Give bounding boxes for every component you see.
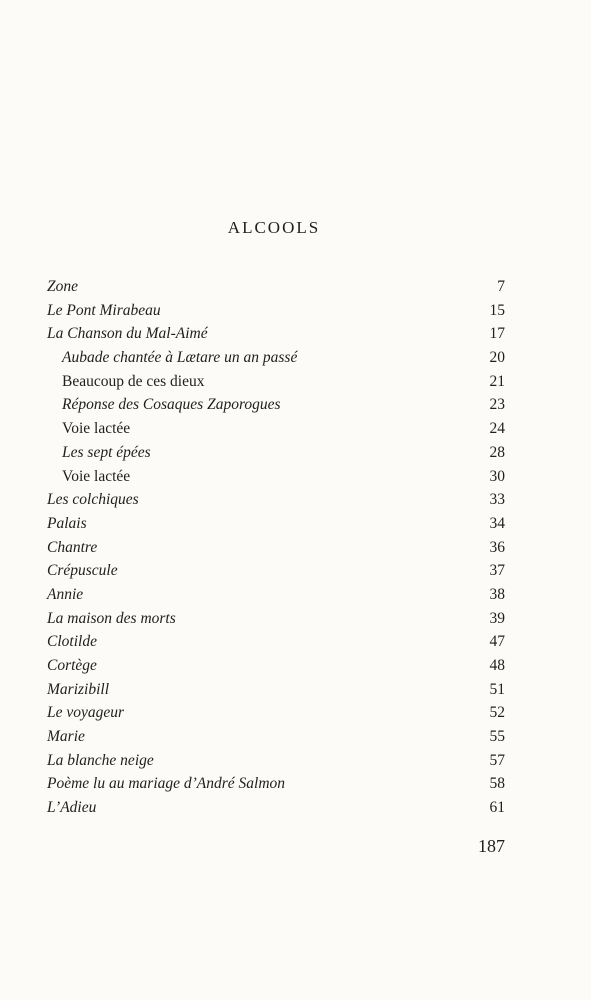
toc-entry [47,346,505,370]
toc-entry-page: 30 [489,467,505,485]
toc-entry [47,275,505,299]
toc-entry-title: Clotilde [47,633,97,651]
toc-entry-title: La Chanson du Mal-Aimé [47,325,208,343]
toc-entry [47,393,505,417]
toc-entry-page: 48 [489,657,505,674]
toc-entry-page: 61 [489,799,505,817]
toc-entry [47,465,505,489]
toc-entry-title: Les colchiques [47,491,139,509]
toc-entry [47,299,505,323]
toc-entry-title: Poème lu au mariage d’André Salmon [47,775,286,793]
toc-entry-page: 7 [497,278,505,295]
toc-entry [47,488,505,512]
toc-entry-title: Réponse des Cosaques Zaporogues [62,396,281,414]
toc-entry-page: 47 [489,633,505,651]
toc-entry-title: Chantre [47,538,98,556]
toc-entry [47,749,505,773]
toc-entry-title: Le voyageur [47,704,125,722]
toc-entry [47,322,505,346]
toc-entry [47,654,505,678]
toc-entry-page: 21 [489,372,505,390]
toc-entry-title: Marie [47,728,85,746]
toc-entry [47,583,505,607]
toc-entry-page: 33 [489,491,505,509]
toc-entry-page: 34 [489,514,505,532]
table-of-contents [47,275,505,820]
toc-entry-title: Beaucoup de ces dieux [62,372,205,390]
toc-entry [47,796,505,820]
toc-entry [47,678,505,702]
toc-entry [47,607,505,631]
toc-entry-page: 39 [489,609,505,627]
toc-entry-page: 51 [489,680,505,698]
page-number: 187 [478,836,505,856]
toc-entry [47,536,505,560]
toc-entry-title: Palais [47,514,87,532]
toc-entry [47,725,505,749]
toc-entry [47,559,505,583]
toc-entry-page: 38 [489,585,505,603]
toc-entry-title: Cortège [47,657,97,674]
toc-entry-page: 24 [489,420,505,438]
toc-entry-page: 20 [489,349,505,367]
toc-entry-title: Annie [47,585,84,603]
toc-entry-page: 23 [489,396,505,414]
toc-entry-page: 58 [489,775,505,793]
toc-entry-page: 15 [489,301,505,319]
toc-entry-page: 28 [489,443,505,461]
toc-entry [47,417,505,441]
toc-entry [47,630,505,654]
toc-entry-title: L’Adieu [47,799,97,817]
toc-entry [47,370,505,394]
toc-entry-title: Marizibill [47,680,110,698]
toc-entry [47,701,505,725]
toc-entry-title: La maison des morts [47,609,176,627]
toc-entry-title: Voie lactée [62,467,131,485]
toc-entry-page: 55 [489,728,505,746]
toc-entry-page: 36 [489,538,505,556]
toc-entry-title: Zone [47,278,78,295]
toc-entry [47,512,505,536]
toc-entry-title: Les sept épées [62,443,151,461]
toc-entry-title: La blanche neige [47,751,154,769]
toc-entry [47,772,505,796]
toc-entry-page: 17 [489,325,505,343]
toc-entry-title: Crépuscule [47,562,118,580]
toc-entry-title: Aubade chantée à Lætare un an passé [62,349,298,367]
toc-entry-title: Le Pont Mirabeau [47,301,161,319]
page-title: ALCOOLS [227,218,321,237]
toc-entry-title: Voie lactée [62,420,131,438]
toc-entry-page: 52 [489,704,505,722]
toc-entry-page: 37 [489,562,505,580]
toc-entry [47,441,505,465]
toc-entry-page: 57 [489,751,505,769]
